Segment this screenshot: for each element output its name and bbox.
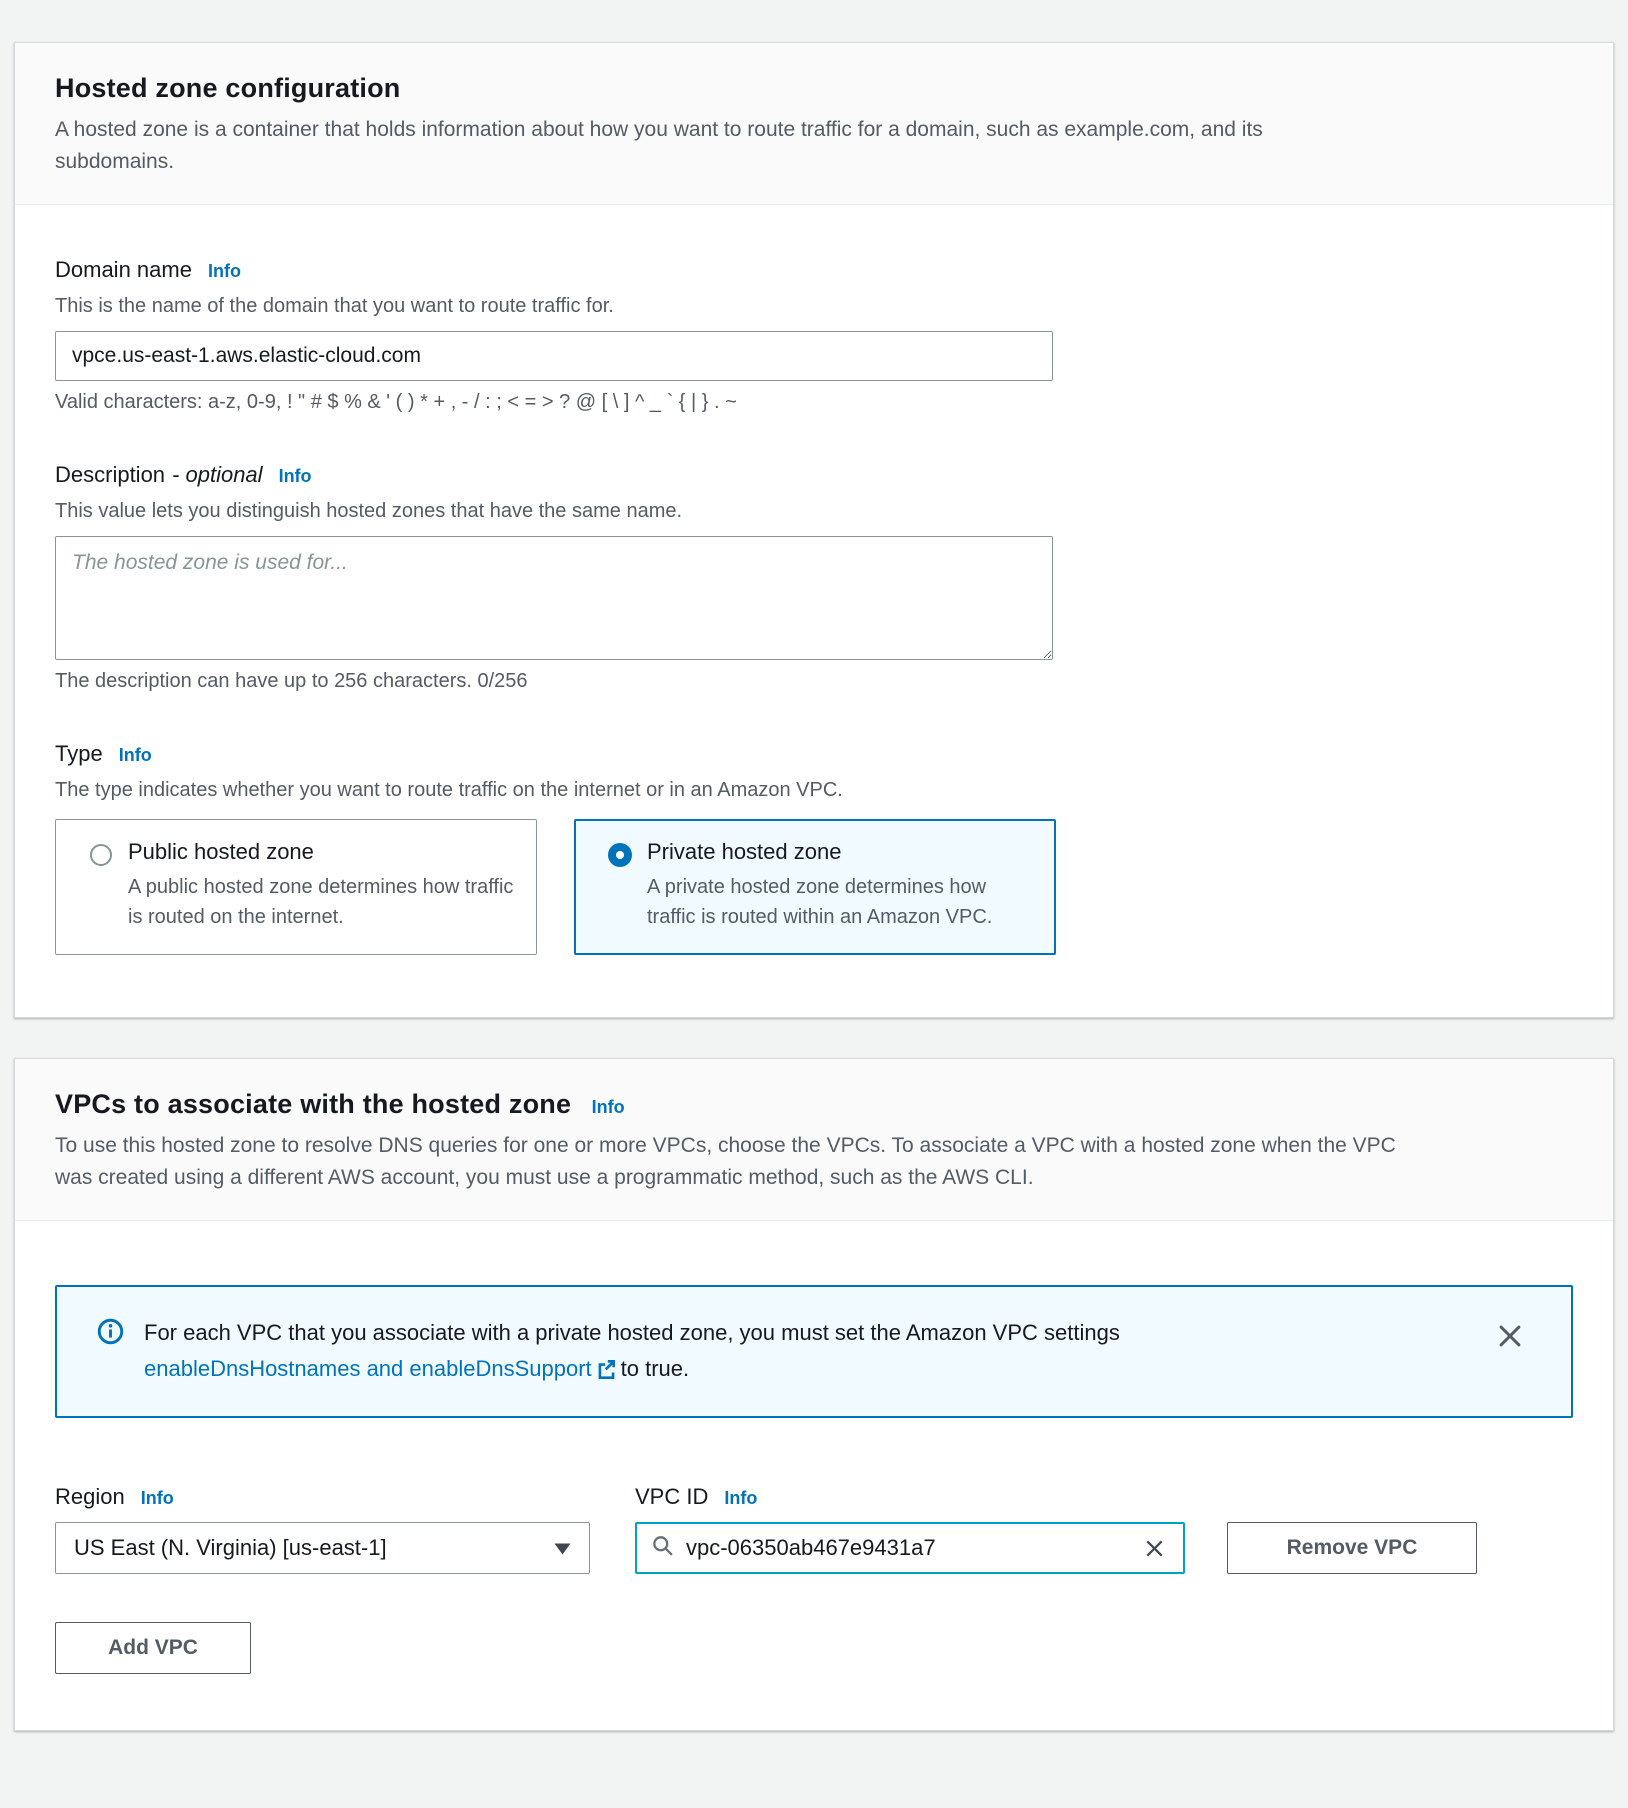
region-info-link[interactable]: Info: [140, 1488, 174, 1508]
remove-vpc-button[interactable]: Remove VPC: [1227, 1522, 1477, 1574]
description-label: Description: [55, 462, 166, 487]
external-link-icon: [596, 1354, 617, 1390]
public-hosted-zone-description: A public hosted zone determines how traffic is routed on the internet.: [128, 876, 514, 928]
vpc-id-search-box: [635, 1522, 1185, 1574]
type-radio-group: [55, 819, 1573, 955]
public-hosted-zone-option[interactable]: [55, 819, 537, 955]
enable-dns-settings-link[interactable]: enableDnsHostnames and enableDnsSupport: [144, 1356, 621, 1381]
private-hosted-zone-description: A private hosted zone determines how traffic is routed within an Amazon VPC.: [647, 876, 993, 928]
banner-text-before: For each VPC that you associate with a private hosted zone, you must set the Amazon VPC settings: [144, 1320, 1120, 1345]
type-field-group: [55, 741, 1573, 955]
vpc-settings-info-banner: [55, 1285, 1573, 1418]
type-info-link[interactable]: Info: [118, 745, 152, 765]
vpc-association-row: [55, 1484, 1573, 1574]
region-label: Region: [55, 1484, 125, 1509]
type-label: Type: [55, 741, 103, 766]
private-hosted-zone-radio-icon[interactable]: [608, 843, 632, 867]
region-field-group: [55, 1484, 590, 1574]
domain-name-field-group: [55, 257, 1573, 414]
hosted-zone-configuration-section: [14, 42, 1614, 1018]
section-header: [15, 1059, 1613, 1221]
vpc-id-input[interactable]: [686, 1535, 1140, 1561]
section-title: Hosted zone configuration: [55, 73, 401, 103]
description-optional-label: - optional: [172, 462, 263, 487]
public-hosted-zone-title: Public hosted zone: [128, 839, 314, 864]
clear-input-icon[interactable]: [1140, 1534, 1169, 1563]
description-textarea[interactable]: [55, 536, 1053, 660]
region-select[interactable]: [55, 1522, 590, 1574]
vpcs-to-associate-section: [14, 1058, 1614, 1731]
private-hosted-zone-title: Private hosted zone: [647, 839, 842, 864]
section-body: [15, 205, 1613, 1017]
vpc-id-field-group: [635, 1484, 1185, 1574]
banner-close-icon[interactable]: [1497, 1323, 1523, 1349]
domain-name-constraint-text: Valid characters: a-z, 0-9, ! " # $ % & ' ( ) * + , - / : ; < = > ? @ [ \ ] ^ _ ` { | } . ~: [55, 391, 737, 413]
type-help-text: The type indicates whether you want to route traffic on the internet or in an Amazon VPC.: [55, 779, 843, 801]
private-hosted-zone-option[interactable]: [574, 819, 1056, 955]
add-vpc-button[interactable]: Add VPC: [55, 1622, 251, 1674]
description-help-text: This value lets you distinguish hosted zones that have the same name.: [55, 500, 683, 522]
description-counter-text: The description can have up to 256 characters. 0/256: [55, 670, 528, 692]
region-selected-value: US East (N. Virginia) [us-east-1]: [74, 1535, 387, 1560]
section-body: [15, 1221, 1613, 1730]
vpc-id-label: VPC ID: [635, 1484, 709, 1509]
domain-name-input[interactable]: [55, 331, 1053, 381]
public-hosted-zone-radio-icon[interactable]: [90, 844, 112, 866]
chevron-down-icon: [554, 1535, 571, 1561]
banner-text-after: to true.: [620, 1356, 690, 1381]
description-field-group: [55, 462, 1573, 693]
section-description: To use this hosted zone to resolve DNS queries for one or more VPCs, choose the VPCs. To associate a VPC with a hosted zone when the VPC was created using a different AWS account, you must use a programmatic method, such as the AWS CLI.: [55, 1134, 1396, 1189]
vpc-id-info-link[interactable]: Info: [724, 1488, 758, 1508]
domain-name-label: Domain name: [55, 257, 192, 282]
section-title: VPCs to associate with the hosted zone: [55, 1089, 572, 1119]
banner-text: [144, 1315, 1481, 1390]
section-description: A hosted zone is a container that holds information about how you want to route traffic for a domain, such as example.com, and its subdomains.: [55, 118, 1263, 173]
domain-name-info-link[interactable]: Info: [207, 261, 241, 281]
description-info-link[interactable]: Info: [278, 466, 312, 486]
search-icon: [651, 1534, 674, 1562]
vpcs-section-info-link[interactable]: Info: [591, 1097, 625, 1117]
domain-name-help-text: This is the name of the domain that you want to route traffic for.: [55, 295, 614, 317]
info-circle-icon: [97, 1318, 124, 1350]
section-header: [15, 43, 1613, 205]
